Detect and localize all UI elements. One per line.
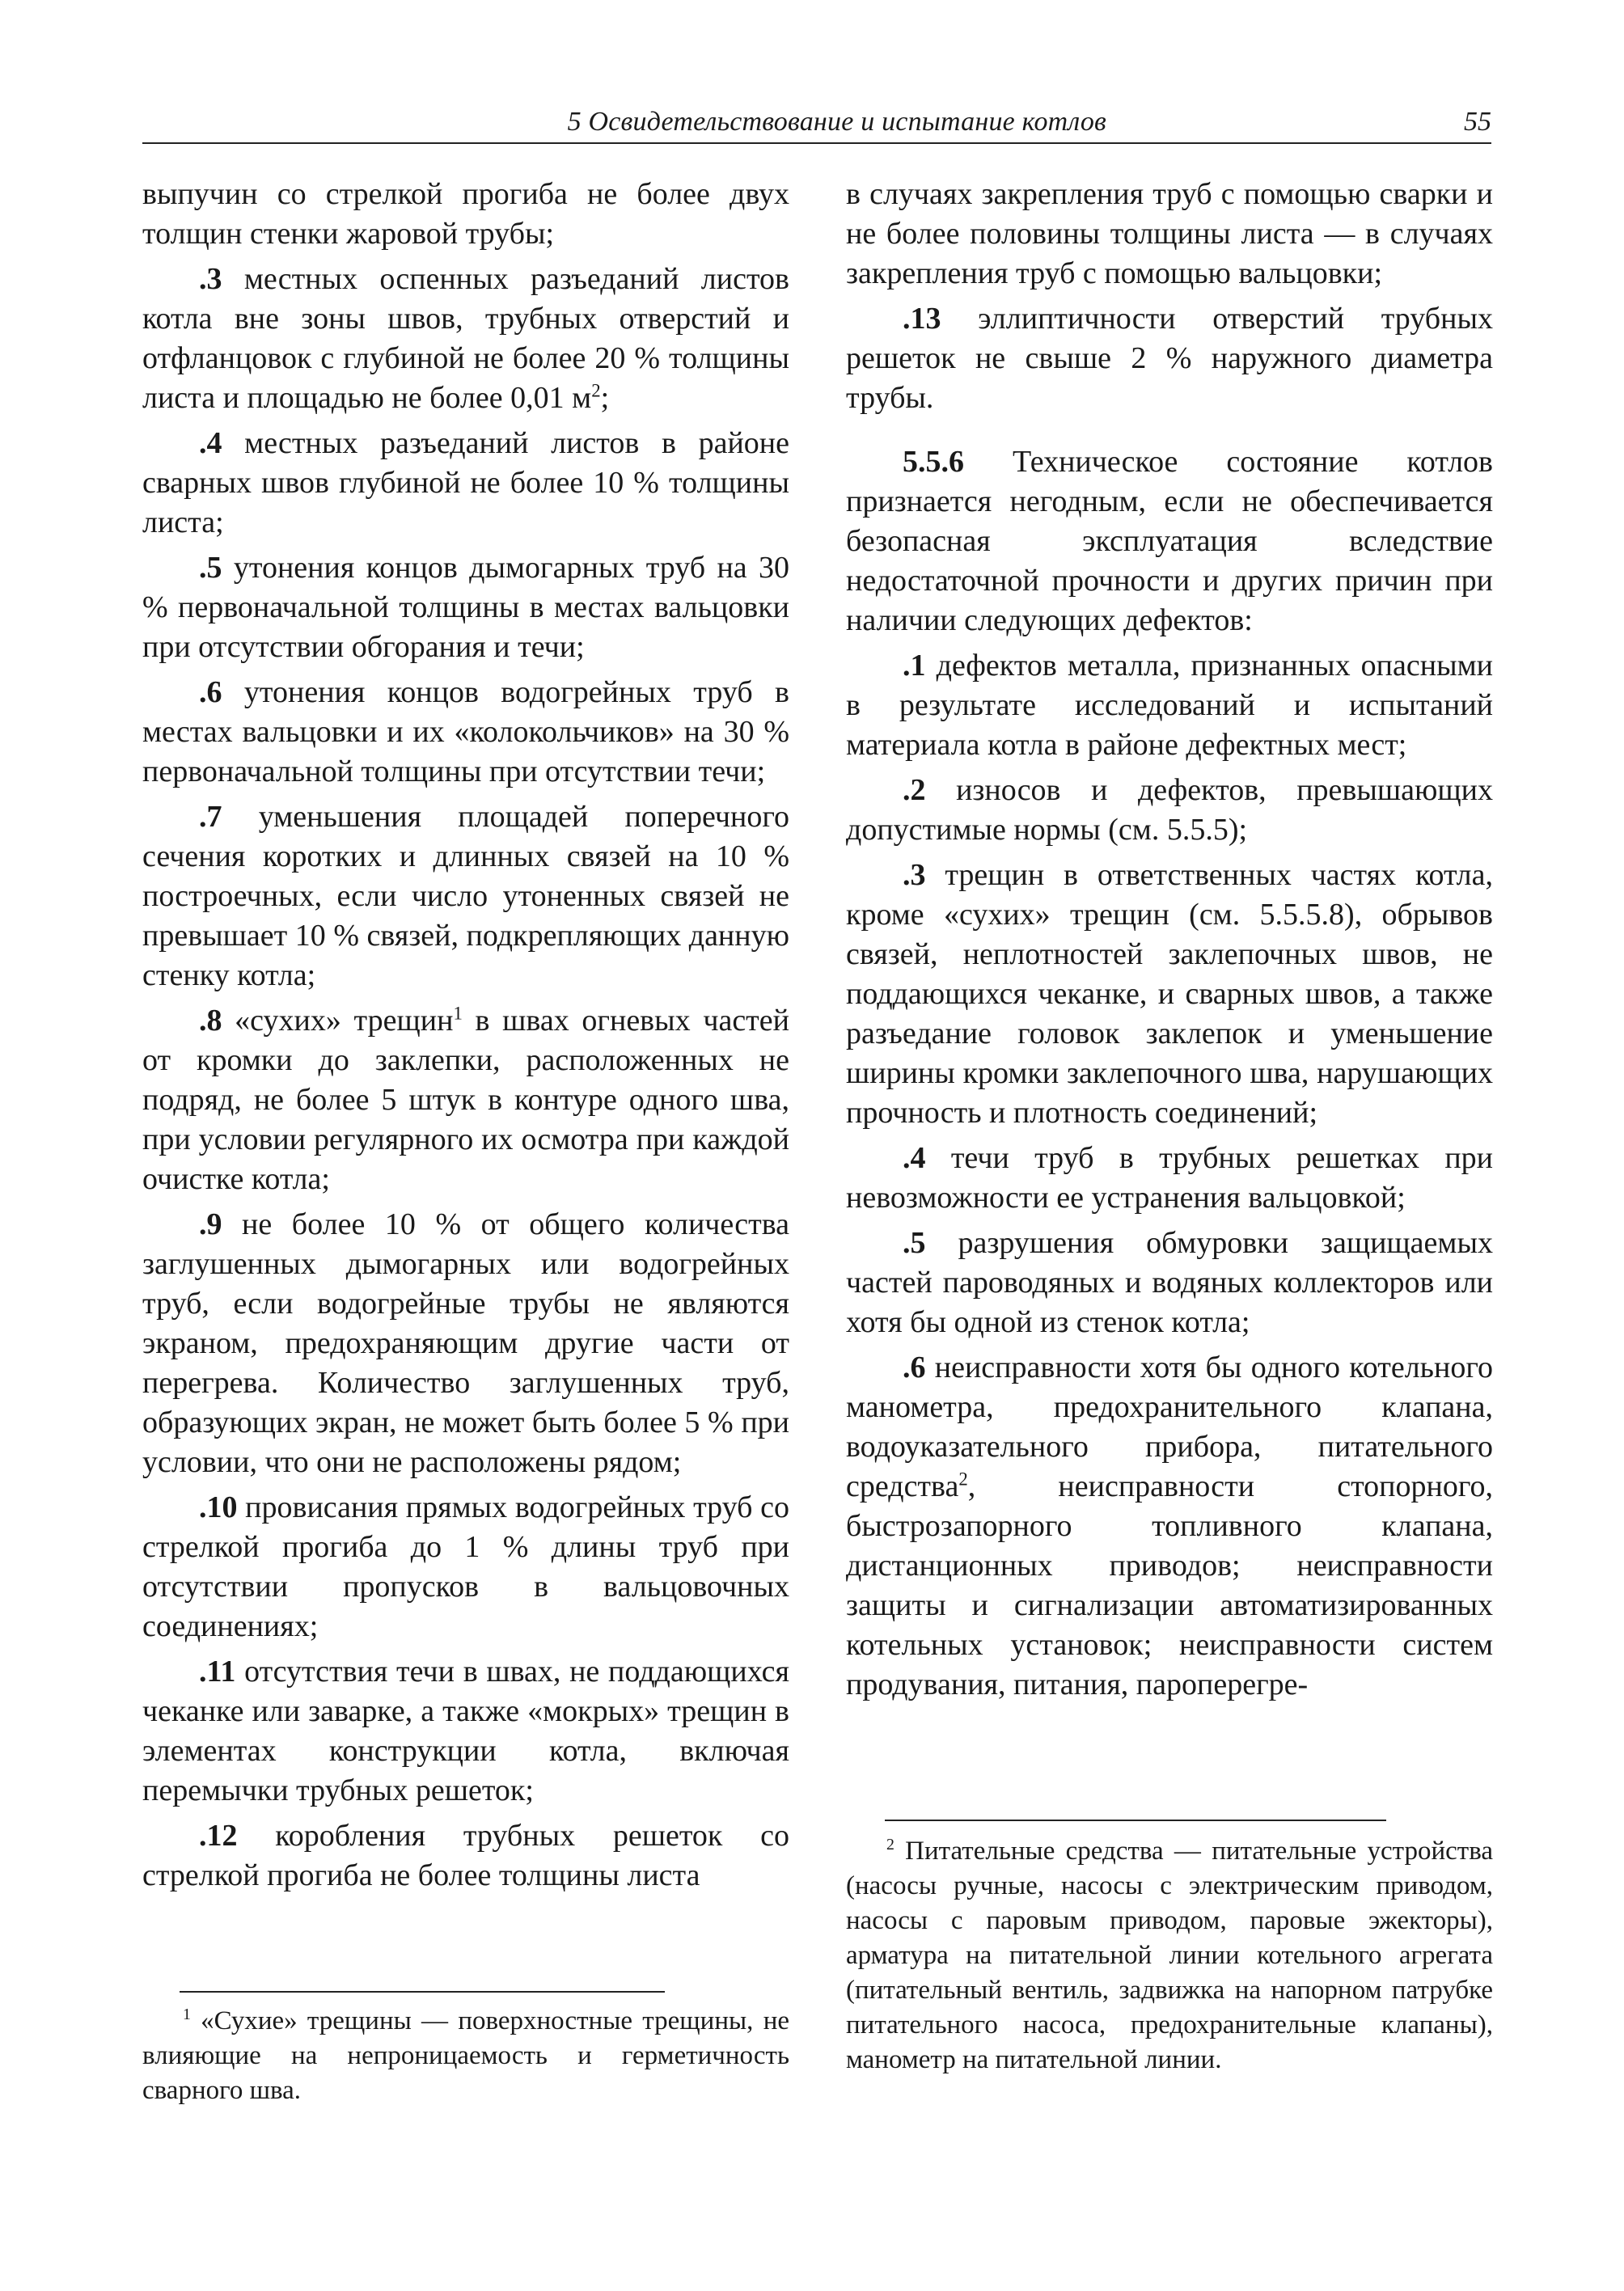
list-item-4: .4 местных разъеданий листов в районе сварных швов глубиной не более 10 % толщины листа; bbox=[142, 426, 789, 539]
left-column bbox=[142, 175, 789, 1901]
footnote-ref-1: 1 bbox=[453, 1003, 463, 1024]
section-5-5-6: 5.5.6 Техническое состояние котлов признается негодным, если не обеспечивается безопасная эксплуатация вследствие недостаточной прочности и других причин при наличии следующих дефектов: bbox=[846, 445, 1493, 637]
list-item-8: .8 «сухих» трещин$^1$ в швах огневых частей от кромки до заклепки, расположенных не подряд, не более 5 штук в контуре одного шва, при условии регулярного их осмотра при каждой очистке котла; bbox=[142, 1003, 789, 1196]
list-item-2: .2 износов и дефектов, превышающих допустимые нормы (см. 5.5.5); bbox=[846, 773, 1493, 847]
paragraph: выпучин со стрелкой прогиба не более двух толщин стенки жаровой трубы; bbox=[142, 177, 789, 251]
list-item-3: .3 трещин в ответственных частях котла, кроме «сухих» трещин (см. 5.5.5.8), обрывов связей, неплотностей заклепочных швов, не поддающихся чеканке, и сварных швов, а также разъедание головок заклепок и уменьшение ширины кромки заклепочного шва, нарушающих прочность и плотность соединений; bbox=[846, 858, 1493, 1130]
list-item-7: .7 уменьшения площадей поперечного сечения коротких и длинных связей на 10 % построечных, если число утоненных связей не превышает 10 % связей, подкрепляющих данную стенку котла; bbox=[142, 800, 789, 992]
paragraph: в случаях закрепления труб с помощью сварки и не более половины толщины листа — в случаях закрепления труб с помощью вальцовки; bbox=[846, 177, 1493, 290]
page-header bbox=[142, 104, 1491, 144]
footnote-divider bbox=[885, 1820, 1386, 1821]
list-item-1: .1 дефектов металла, признанных опасными в результате исследований и испытаний материала котла в районе дефектных мест; bbox=[846, 649, 1493, 762]
list-item-10: .10 провисания прямых водогрейных труб со стрелкой прогиба до 1 % длины труб при отсутствии пропусков в вальцовочных соединениях; bbox=[142, 1490, 789, 1643]
right-column bbox=[846, 175, 1493, 1710]
list-item-6: .6 неисправности хотя бы одного котельного манометра, предохранительного клапана, водоуказательного прибора, питательного средства$^2$, неисправности стопорного, быстрозапорного топливного клапана, дистанционных приводов; неисправности защиты и сигнализации автоматизированных котельных установок; неисправности систем продувания, питания, пароперегре- bbox=[846, 1351, 1493, 1701]
list-item-5: .5 разрушения обмуровки защищаемых частей пароводяных и водяных коллекторов или хотя бы одной из стенок котла; bbox=[846, 1226, 1493, 1339]
list-item-6: .6 утонения концов водогрейных труб в местах вальцовки и их «колокольчиков» на 30 % первоначальной толщины при отсутствии течи; bbox=[142, 675, 789, 788]
footnote-1: $^1$ «Сухие» трещины — поверхностные трещины, не влияющие на непроницаемость и герметичность сварного шва. bbox=[142, 2006, 789, 2105]
footnote-divider bbox=[180, 1991, 665, 1993]
page-number: 55 bbox=[1464, 107, 1491, 137]
list-item-3: .3 местных оспенных разъеданий листов котла вне зоны швов, трубных отверстий и отфланцовок с глубиной не более 20 % толщины листа и площадью не более 0,01 $м^2$; bbox=[142, 262, 789, 415]
list-item-4: .4 течи труб в трубных решетках при невозможности ее устранения вальцовкой; bbox=[846, 1141, 1493, 1215]
list-item-9: .9 не более 10 % от общего количества заглушенных дымогарных или водогрейных труб, если водогрейные трубы не являются экраном, предохраняющим другие части от перегрева. Количество заглушенных труб, образующих экран, не может быть более 5 % при условии, что они не расположены рядом; bbox=[142, 1207, 789, 1479]
list-item-13: .13 эллиптичности отверстий трубных решеток не свыше 2 % наружного диаметра трубы. bbox=[846, 302, 1493, 415]
list-item-5: .5 утонения концов дымогарных труб на 30 % первоначальной толщины в местах вальцовки при отсутствии обгорания и течи; bbox=[142, 551, 789, 664]
list-item-12: .12 коробления трубных решеток со стрелкой прогиба не более толщины листа bbox=[142, 1819, 789, 1892]
running-title: 5 Освидетельствование и испытание котлов bbox=[567, 107, 1106, 137]
list-item-11: .11 отсутствия течи в швах, не поддающихся чеканке или заварке, а также «мокрых» трещин в элементах конструкции котла, включая перемычки трубных решеток; bbox=[142, 1655, 789, 1807]
footnote-2: $^2$ Питательные средства — питательные устройства (насосы ручные, насосы с электрическим приводом, насосы с паровым приводом, паровые эжекторы), арматура на питательной линии котельного агрегата (питательный вентиль, задвижка на напорном патрубке питательного насоса, предохранительные клапаны), манометр на питательной линии. bbox=[846, 1836, 1493, 2074]
footnote-ref-2: 2 bbox=[958, 1469, 968, 1490]
